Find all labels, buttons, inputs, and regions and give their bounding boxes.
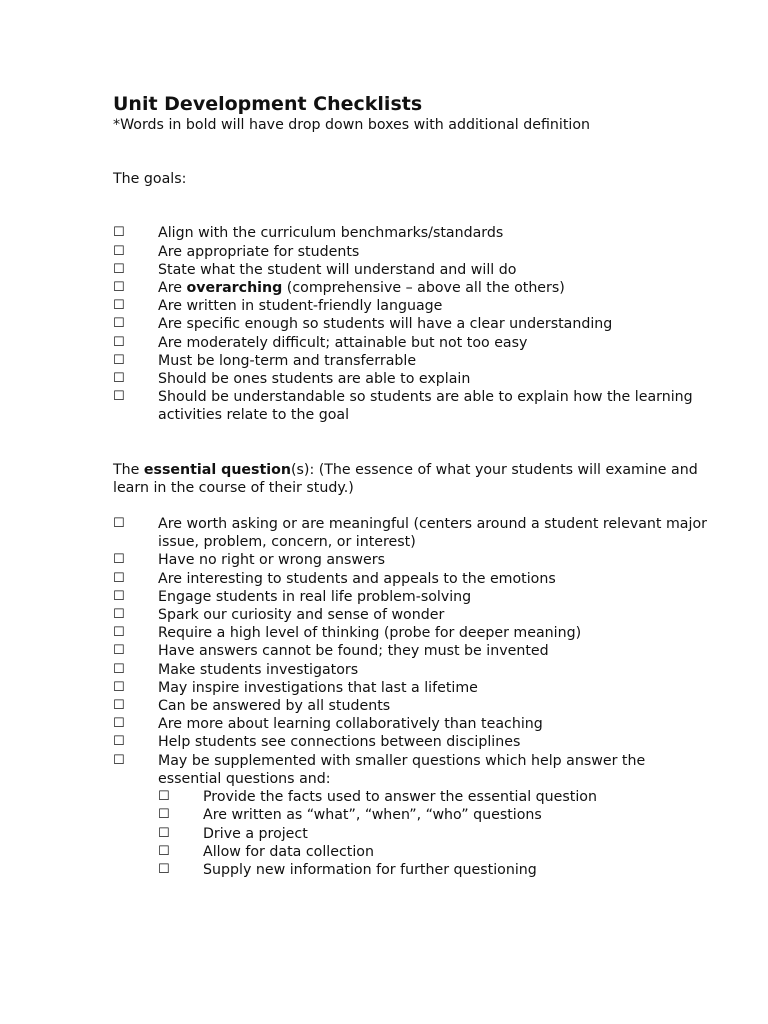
goal-text-suffix: (comprehensive – above all the others) [282, 280, 565, 297]
checkbox-icon[interactable]: ☐ [158, 861, 170, 877]
checkbox-icon[interactable]: ☐ [158, 807, 170, 823]
essential-question-item [113, 715, 713, 733]
checkbox-icon[interactable]: ☐ [113, 734, 125, 750]
essential-question-text: Have answers cannot be found; they must be invented [158, 643, 549, 660]
eq-heading-suffix: (s): (The essence of what your students will examine and learn in the course of their study.) [113, 461, 698, 496]
spacer [113, 425, 713, 461]
goal-item [113, 224, 713, 242]
checkbox-icon[interactable]: ☐ [113, 516, 125, 532]
checkbox-icon[interactable]: ☐ [113, 298, 125, 314]
supplementary-question-item [158, 825, 713, 843]
goal-item [113, 370, 713, 388]
essential-questions-checklist [113, 515, 713, 879]
goal-text: Are appropriate for students [158, 243, 360, 260]
document-page [113, 92, 713, 879]
spacer [113, 134, 713, 170]
goal-text: Must be long-term and transferrable [158, 352, 417, 369]
goal-text: State what the student will understand and will do [158, 261, 517, 278]
supplementary-question-text: Are written as “what”, “when”, “who” questions [203, 807, 542, 824]
checkbox-icon[interactable]: ☐ [113, 243, 125, 259]
essential-question-text: Can be answered by all students [158, 698, 391, 715]
bold-words-note: *Words in bold will have drop down boxes with additional definition [113, 117, 591, 133]
essential-question-text: May inspire investigations that last a lifetime [158, 679, 478, 696]
goal-item [113, 352, 713, 370]
essential-question-item [113, 752, 713, 879]
checkbox-icon[interactable]: ☐ [113, 643, 125, 659]
checkbox-icon[interactable]: ☐ [113, 334, 125, 350]
checkbox-icon[interactable]: ☐ [113, 716, 125, 732]
checkbox-icon[interactable]: ☐ [113, 607, 125, 623]
goal-text: Are specific enough so students will have a clear understanding [158, 316, 613, 333]
goal-item [113, 279, 713, 297]
essential-question-text: May be supplemented with smaller questions which help answer the essential questions and: [158, 752, 646, 787]
checkbox-icon[interactable]: ☐ [113, 389, 125, 405]
supplementary-question-text: Provide the facts used to answer the essential question [203, 789, 597, 806]
checkbox-icon[interactable]: ☐ [113, 371, 125, 387]
essential-question-text: Require a high level of thinking (probe for deeper meaning) [158, 625, 582, 642]
essential-question-heading [113, 461, 713, 497]
checkbox-icon[interactable]: ☐ [158, 825, 170, 841]
essential-question-item [113, 661, 713, 679]
checkbox-icon[interactable]: ☐ [113, 679, 125, 695]
essential-question-item [113, 624, 713, 642]
checkbox-icon[interactable]: ☐ [113, 552, 125, 568]
goal-item [113, 297, 713, 315]
essential-question-text: Engage students in real life problem-solving [158, 588, 472, 605]
goals-heading: The goals: [113, 171, 187, 188]
goals-checklist [113, 224, 713, 424]
checkbox-icon[interactable]: ☐ [113, 261, 125, 277]
essential-question-text: Make students investigators [158, 661, 359, 678]
essential-question-item [113, 679, 713, 697]
checkbox-icon[interactable]: ☐ [113, 316, 125, 332]
supplementary-questions-checklist [158, 788, 713, 879]
checkbox-icon[interactable]: ☐ [113, 570, 125, 586]
essential-question-text: Are worth asking or are meaningful (centers around a student relevant major issue, problem, concern, or interest) [158, 516, 707, 551]
essential-question-item [113, 642, 713, 660]
essential-question-text: Are interesting to students and appeals to the emotions [158, 570, 556, 587]
checkbox-icon[interactable]: ☐ [158, 789, 170, 805]
supplementary-question-item [158, 861, 713, 879]
overarching-term[interactable]: overarching [186, 280, 283, 297]
goal-text: Should be understandable so students are able to explain how the learning activities relate to the goal [158, 389, 693, 424]
goal-text: Align with the curriculum benchmarks/standards [158, 225, 504, 242]
essential-question-term[interactable]: essential question [143, 461, 291, 478]
checkbox-icon[interactable]: ☐ [113, 280, 125, 296]
essential-question-text: Are more about learning collaboratively than teaching [158, 716, 543, 733]
essential-question-item [113, 515, 713, 551]
goal-item [113, 243, 713, 261]
goal-item [113, 388, 713, 424]
page-title: Unit Development Checklists [113, 93, 423, 115]
goal-text-prefix: Are [158, 280, 187, 297]
goal-text: Are moderately difficult; attainable but not too easy [158, 334, 528, 351]
essential-question-text: Have no right or wrong answers [158, 552, 385, 569]
essential-question-text: Help students see connections between disciplines [158, 734, 521, 751]
checkbox-icon[interactable]: ☐ [113, 225, 125, 241]
checkbox-icon[interactable]: ☐ [113, 588, 125, 604]
supplementary-question-text: Supply new information for further questioning [203, 861, 537, 878]
checkbox-icon[interactable]: ☐ [113, 661, 125, 677]
checkbox-icon[interactable]: ☐ [113, 698, 125, 714]
essential-question-item [113, 570, 713, 588]
goal-text: Are written in student-friendly language [158, 298, 443, 315]
eq-heading-prefix: The [113, 461, 144, 478]
supplementary-question-item [158, 806, 713, 824]
essential-question-item [113, 588, 713, 606]
supplementary-question-item [158, 843, 713, 861]
checkbox-icon[interactable]: ☐ [158, 843, 170, 859]
checkbox-icon[interactable]: ☐ [113, 352, 125, 368]
supplementary-question-text: Allow for data collection [203, 843, 374, 860]
essential-question-text: Spark our curiosity and sense of wonder [158, 607, 445, 624]
checkbox-icon[interactable]: ☐ [113, 752, 125, 768]
essential-question-item [113, 551, 713, 569]
supplementary-question-item [158, 788, 713, 806]
supplementary-question-text: Drive a project [203, 825, 308, 842]
spacer [113, 497, 713, 515]
goal-item [113, 315, 713, 333]
goal-text: Should be ones students are able to explain [158, 371, 471, 388]
essential-question-item [113, 697, 713, 715]
goal-item [113, 261, 713, 279]
checkbox-icon[interactable]: ☐ [113, 625, 125, 641]
goal-item [113, 334, 713, 352]
essential-question-item [113, 733, 713, 751]
spacer [113, 188, 713, 224]
essential-question-item [113, 606, 713, 624]
